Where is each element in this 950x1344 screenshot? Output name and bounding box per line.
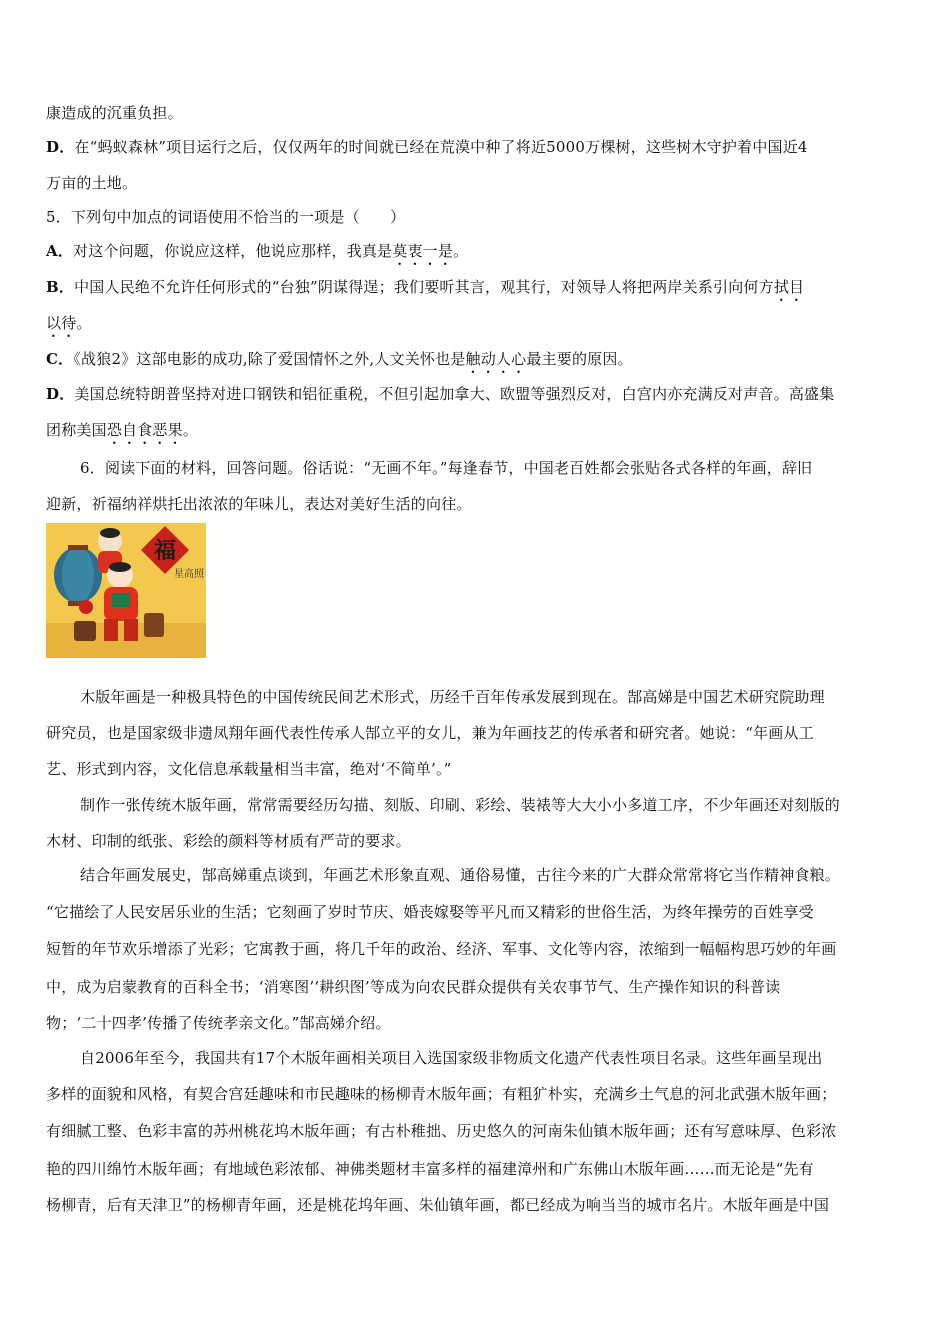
paragraph-line: 木材、印制的纸张、彩绘的颜料等材质有严苛的要求。	[46, 832, 411, 850]
option-label: D．	[46, 385, 75, 403]
new-year-painting-image	[46, 523, 206, 658]
dotted-term: 恐自食恶果	[106, 421, 183, 439]
paragraph-line: “它描绘了人民安居乐业的生活；它刻画了岁时节庆、婚丧嫁娶等平凡而又精彩的世俗生活，为终年操劳的百姓享受	[46, 903, 814, 921]
paragraph-line: 自2006年至今，我国共有17个木版年画相关项目入选国家级非物质文化遗产代表性项目名录。这些年画呈现出	[80, 1049, 823, 1067]
paragraph-line: 制作一张传统木版年画，常常需要经历勾描、刻版、印刷、彩绘、装裱等大大小小多道工序，不少年画还对刻版的	[80, 796, 841, 814]
dotted-term: 莫衷一是	[392, 242, 454, 260]
option-label: D．	[46, 138, 75, 156]
paragraph-line: 有细腻工整、色彩丰富的苏州桃花坞木版年画；有古朴稚拙、历史悠久的河南朱仙镇木版年画；还有写意味厚、色彩浓	[46, 1122, 837, 1140]
text-line: 以待。	[46, 314, 92, 332]
text-line: 团称美国恐自食恶果。	[46, 421, 199, 439]
dotted-term: 触动人心	[465, 350, 527, 368]
paragraph-line: 中，成为启蒙教育的百科全书；‘消寒图’‘耕织图’等成为向农民群众提供有关农事节气、生产操作知识的科普读	[46, 978, 781, 996]
option-d: D．在“蚂蚁森林”项目运行之后，仅仅两年的时间就已经在荒漠中种了将近5000万棵树，这些树木守护着中国近4	[46, 138, 808, 156]
option-b: B．中国人民绝不允许任何形式的“台独”阴谋得逞；我们要听其言，观其行，对领导人将把两岸关系引向何方拭目	[46, 278, 805, 296]
question-5: 5．下列句中加点的词语使用不恰当的一项是（ ）	[46, 208, 406, 226]
image-caption: 星高照	[174, 569, 204, 580]
option-label: B．	[46, 278, 75, 296]
text-line: 康造成的沉重负担。	[46, 104, 183, 122]
paragraph-line: 短暂的年节欢乐增添了光彩；它寓教于画，将几千年的政治、经济、军事、文化等内容，浓缩到一幅幅构思巧妙的年画	[46, 940, 837, 958]
fu-character: 福	[153, 538, 177, 564]
paragraph-line: 艳的四川绵竹木版年画；有地域色彩浓郁、神佛类题材丰富多样的福建漳州和广东佛山木版年画……而无论是“先有	[46, 1160, 814, 1178]
dotted-term: 拭目	[773, 278, 805, 296]
question-6: 6．阅读下面的材料，回答问题。俗话说：“无画不年。”每逢春节，中国老百姓都会张贴各式各样的年画，辞旧	[80, 459, 813, 477]
option-label: A．	[46, 242, 74, 260]
option-a: A．对这个问题，你说应这样，他说应那样，我真是莫衷一是。	[46, 242, 469, 260]
text-line: 迎新，祈福纳祥烘托出浓浓的年味儿，表达对美好生活的向往。	[46, 495, 472, 513]
paragraph-line: 艺、形式到内容，文化信息承载量相当丰富，绝对‘不简单’。”	[46, 760, 452, 778]
option-d: D．美国总统特朗普坚持对进口钢铁和铝征重税，不但引起加拿大、欧盟等强烈反对，白宫内亦充满反对声音。高盛集	[46, 385, 835, 403]
paragraph-line: 木版年画是一种极具特色的中国传统民间艺术形式，历经千百年传承发展到现在。郜高娣是中国艺术研究院助理	[80, 688, 825, 706]
paragraph-line: 结合年画发展史，郜高娣重点谈到，年画艺术形象直观、通俗易懂，古往今来的广大群众常常将它当作精神食粮。	[80, 866, 841, 884]
option-label: C．	[46, 350, 74, 368]
paragraph-line: 杨柳青，后有天津卫”的杨柳青年画，还是桃花坞年画、朱仙镇年画，都已经成为响当当的城市名片。木版年画是中国	[46, 1196, 830, 1214]
paragraph-line: 研究员，也是国家级非遗凤翔年画代表性传承人郜立平的女儿，兼为年画技艺的传承者和研究者。她说：“年画从工	[46, 724, 814, 742]
dotted-term: 以待	[46, 314, 77, 332]
option-c: C．《战狼2》这部电影的成功,除了爱国情怀之外,人文关怀也是触动人心最主要的原因。	[46, 350, 633, 368]
new-year-painting-illustration	[46, 523, 206, 658]
text-line: 万亩的土地。	[46, 174, 138, 192]
paragraph-line: 物；‘二十四孝’传播了传统孝亲文化。”郜高娣介绍。	[46, 1014, 391, 1032]
paragraph-line: 多样的面貌和风格，有契合宫廷趣味和市民趣味的杨柳青木版年画；有粗犷朴实，充满乡土气息的河北武强木版年画；	[46, 1085, 837, 1103]
